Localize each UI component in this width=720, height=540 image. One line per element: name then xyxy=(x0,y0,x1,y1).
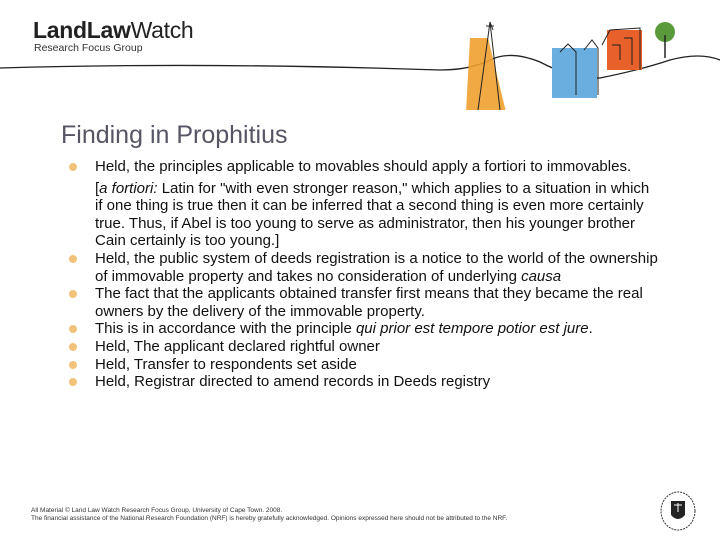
bullet-icon xyxy=(69,361,77,369)
bullet-icon xyxy=(69,255,77,263)
list-item xyxy=(66,158,658,250)
item-text: Held, Registrar directed to amend records in Deeds registry xyxy=(95,373,491,391)
house-red-icon xyxy=(607,30,642,70)
university-seal-icon xyxy=(658,490,698,532)
slide-title: Finding in Prophitius xyxy=(61,121,288,149)
bullet-icon xyxy=(69,163,77,171)
copyright-text: All Material © Land Law Watch Research Focus Group, University of Cape Town. 2008. xyxy=(31,507,283,514)
item-text: The fact that the applicants obtained transfer first means that they became the real owners by the delivery of the immovable property. xyxy=(95,285,643,320)
bullet-icon xyxy=(69,378,77,386)
note-term: a fortiori: xyxy=(99,179,158,197)
latin-note xyxy=(95,180,658,250)
item-text: Held, Transfer to respondents set aside xyxy=(95,355,357,373)
item-text: Held, the public system of deeds registration is a notice to the world of the ownership of immovable property and takes no consideration of underlying xyxy=(95,249,658,285)
logo-subtitle: Research Focus Group xyxy=(34,42,143,54)
list-item xyxy=(66,250,658,285)
bullet-icon xyxy=(69,325,77,333)
item-text: This is in accordance with the principle xyxy=(95,320,356,338)
list-item xyxy=(66,320,658,338)
item-text: Held, The applicant declared rightful owner xyxy=(95,337,380,355)
bullet-icon xyxy=(69,343,77,351)
findings-list xyxy=(66,158,658,391)
header-illustration xyxy=(0,0,720,110)
item-text: Held, the principles applicable to movables should apply a fortiori to immovables. xyxy=(95,158,632,175)
item-text-end: . xyxy=(588,320,593,338)
note-text: Latin for "with even stronger reason," which applies to a situation in which if one thing is true then it can be inferred that a second thing is even more certainly true. Thus, if Abel is too young to serve as administrator, then his younger brother Cain certainly is too young.] xyxy=(95,179,650,250)
item-italic: causa xyxy=(521,267,562,285)
item-italic: qui prior est tempore potior est jure xyxy=(355,320,589,338)
building-blue-icon xyxy=(552,48,597,98)
logo-light: Watch xyxy=(130,17,194,43)
bullet-icon xyxy=(69,290,77,298)
list-item xyxy=(66,356,658,374)
note-bracket: [ xyxy=(95,179,100,197)
list-item xyxy=(66,338,658,356)
footer xyxy=(31,507,507,523)
list-item xyxy=(66,285,658,320)
list-item xyxy=(66,373,658,391)
acknowledgement-text: The financial assistance of the National Research Foundation (NRF) is hereby gratefully acknowledged. Opinions expressed here should not be attributed to the NRF. xyxy=(31,515,508,522)
logo-bold: LandLaw xyxy=(33,17,131,43)
